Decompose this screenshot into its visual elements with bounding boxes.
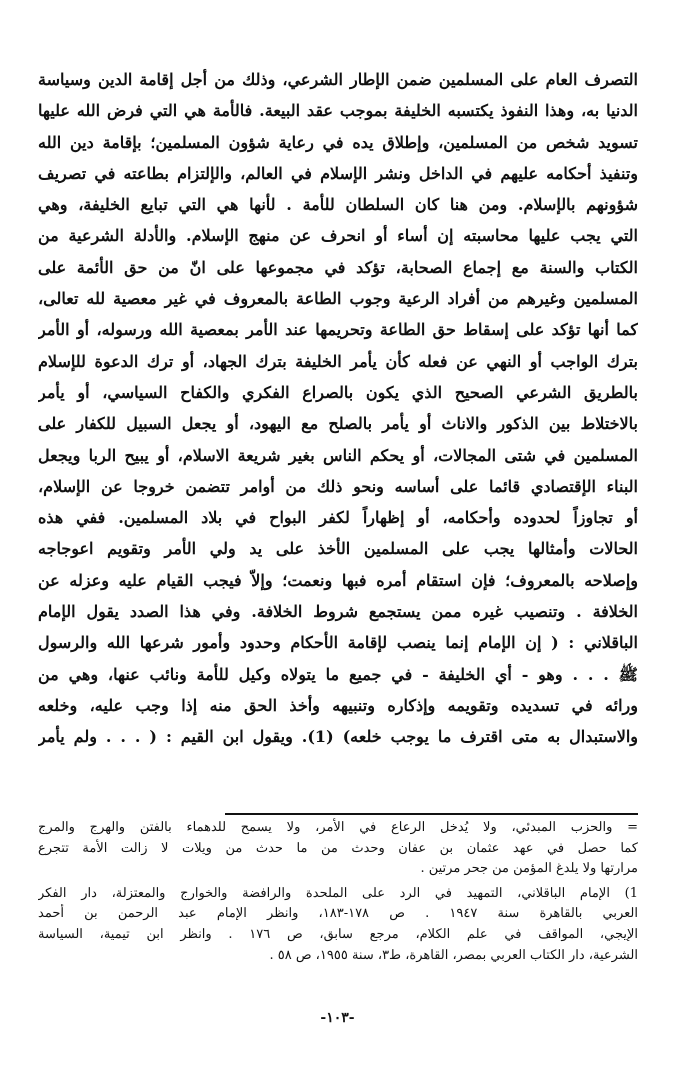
- body-line: بترك الواجب أو النهي عن فعله كأن يأمر الخليفة بترك الجهاد، أو ترك الدعوة للإسلام: [38, 351, 638, 371]
- body-line: بالطريق الشرعي الصحيح الذي يكون بالصراع الفكري والكفاح السياسي، أو يأمر: [38, 382, 638, 402]
- body-line: تسويد شخص من المسلمين، وإطلاق يده في رعاية شؤون المسلمين؛ بإقامة دين الله: [38, 132, 638, 152]
- body-line: البناء الإقتصادي قائما على أساسه ونحو ذلك من أوامر تتضمن خروجا عن الإسلام،: [38, 476, 638, 496]
- body-line: ﷺ . . . وهو - أي الخليفة - في جميع ما يتولاه وكيل للأمة ونائب عنها، وهي من: [38, 664, 638, 684]
- footnote-line: العربي بالقاهرة سنة ١٩٤٧ . ص ١٧٨-١٨٣، وانظر الإمام عبد الرحمن بن أحمد: [38, 906, 638, 922]
- footnote-line: كما حصل في عهد عثمان بن عفان وحدث من ما حدث من ويلات لا زالت الأمة تتجرع: [38, 840, 638, 856]
- body-line: وتنفيذ أحكامه عليهم في الداخل ونشر الإسلام في العالم، والإلتزام بطاعته في تصريف: [38, 163, 638, 183]
- footnotes: [38, 818, 638, 966]
- body-line: وإصلاحه بالمعروف؛ فإن استقام أمره فبها ونعمت؛ وإلاّ فيجب القيام عليه وعزله عن: [38, 570, 638, 590]
- body-line: ورائه في تسديده وتقويمه وإذكاره وتنبيهه وأخذ الحق منه إذا وجب عليه، وخلعه: [38, 695, 638, 715]
- body-line: المسلمين في شتى المجالات، أو يحكم الناس بغير شريعة الاسلام، أو يبيح الربا ويجعل: [38, 445, 638, 465]
- footnote-line: = والحزب المبدئي، ولا يُدخل الرعاع في الأمر، ولا يسمح للدهماء بالفتن والهرج والمرج: [38, 820, 638, 835]
- body-line: الخلافة . وتنصيب غيره ممن يستجمع شروط الخلافة. وفي هذا الصدد يقول الإمام: [38, 602, 638, 622]
- footnote-line: الشرعية، دار الكتاب العربي بمصر، القاهرة، ط٣، سنة ١٩٥٥، ص ٥٨ .: [269, 947, 638, 963]
- page-number: -١٠٣-: [320, 1010, 355, 1026]
- footnote-line: 1) الإمام الباقلاني، التمهيد في الرد على الملحدة والرافضة والخوارج والمعتزلة، دار الفكر: [38, 885, 638, 901]
- body-line: المسلمين وغيرهم من أفراد الرعية وجوب الطاعة بالمعروف في غير معصية لله تعالى،: [38, 289, 638, 309]
- body-line: التي يجب عليها محاسبته إن أساء أو انحرف عن منهج الإسلام. والأدلة الشرعية من: [38, 226, 638, 246]
- body-text: [38, 64, 638, 753]
- body-line: الحالات وأمثالها يجب على المسلمين الأخذ على يد ولي الأمر وتقويم اعوجاجه: [38, 539, 638, 559]
- body-line: الكتاب والسنة مع إجماع الصحابة، تؤكد في مجموعها على انّ من حق الأئمة على: [38, 257, 638, 277]
- body-line: بالاختلاط بين الذكور والاناث أو يأمر بالصلح مع اليهود، أو يجعل السبيل للكفار على: [38, 414, 638, 434]
- body-line: أو تجاوزاً لحدوده وأحكامه، أو إظهاراً لكفر البواح في بلاد المسلمين. ففي هذه: [38, 508, 638, 528]
- body-line: والاستبدال به متى اقترف ما يوجب خلعه) (1). ويقول ابن القيم : ( . . . ولم يأمر: [38, 727, 638, 747]
- body-line: شؤونهم بالإسلام. ومن هنا كان السلطان للأمة . لأنها هي التي تبايع الخليفة، وهي: [38, 195, 638, 215]
- body-line: الدنيا به، وهذا النفوذ يكتسبه الخليفة بموجب عقد البيعة. فالأمة هي التي فرض الله عليها: [38, 101, 638, 121]
- footnote-separator: [225, 813, 638, 815]
- body-line: التصرف العام على المسلمين ضمن الإطار الشرعي، وذلك من أجل إقامة الدين وسياسة: [38, 70, 638, 89]
- footnote-line: مرارتها ولا يلدغ المؤمن من جحر مرتين .: [420, 861, 638, 877]
- body-line: الباقلاني : ( إن الإمام إنما ينصب لإقامة الأحكام وحدود وأمور شرعها الله والرسول: [38, 633, 638, 653]
- body-line: كما أنها تؤكد على إسقاط حق الطاعة وتحريمها عند الأمر بمعصية الله ورسوله، أو الأمر: [38, 320, 638, 340]
- footnote-line: الإيجي، المواقف في علم الكلام، مرجع سابق، ص ١٧٦ . وانظر ابن تيمية، السياسة: [38, 926, 638, 942]
